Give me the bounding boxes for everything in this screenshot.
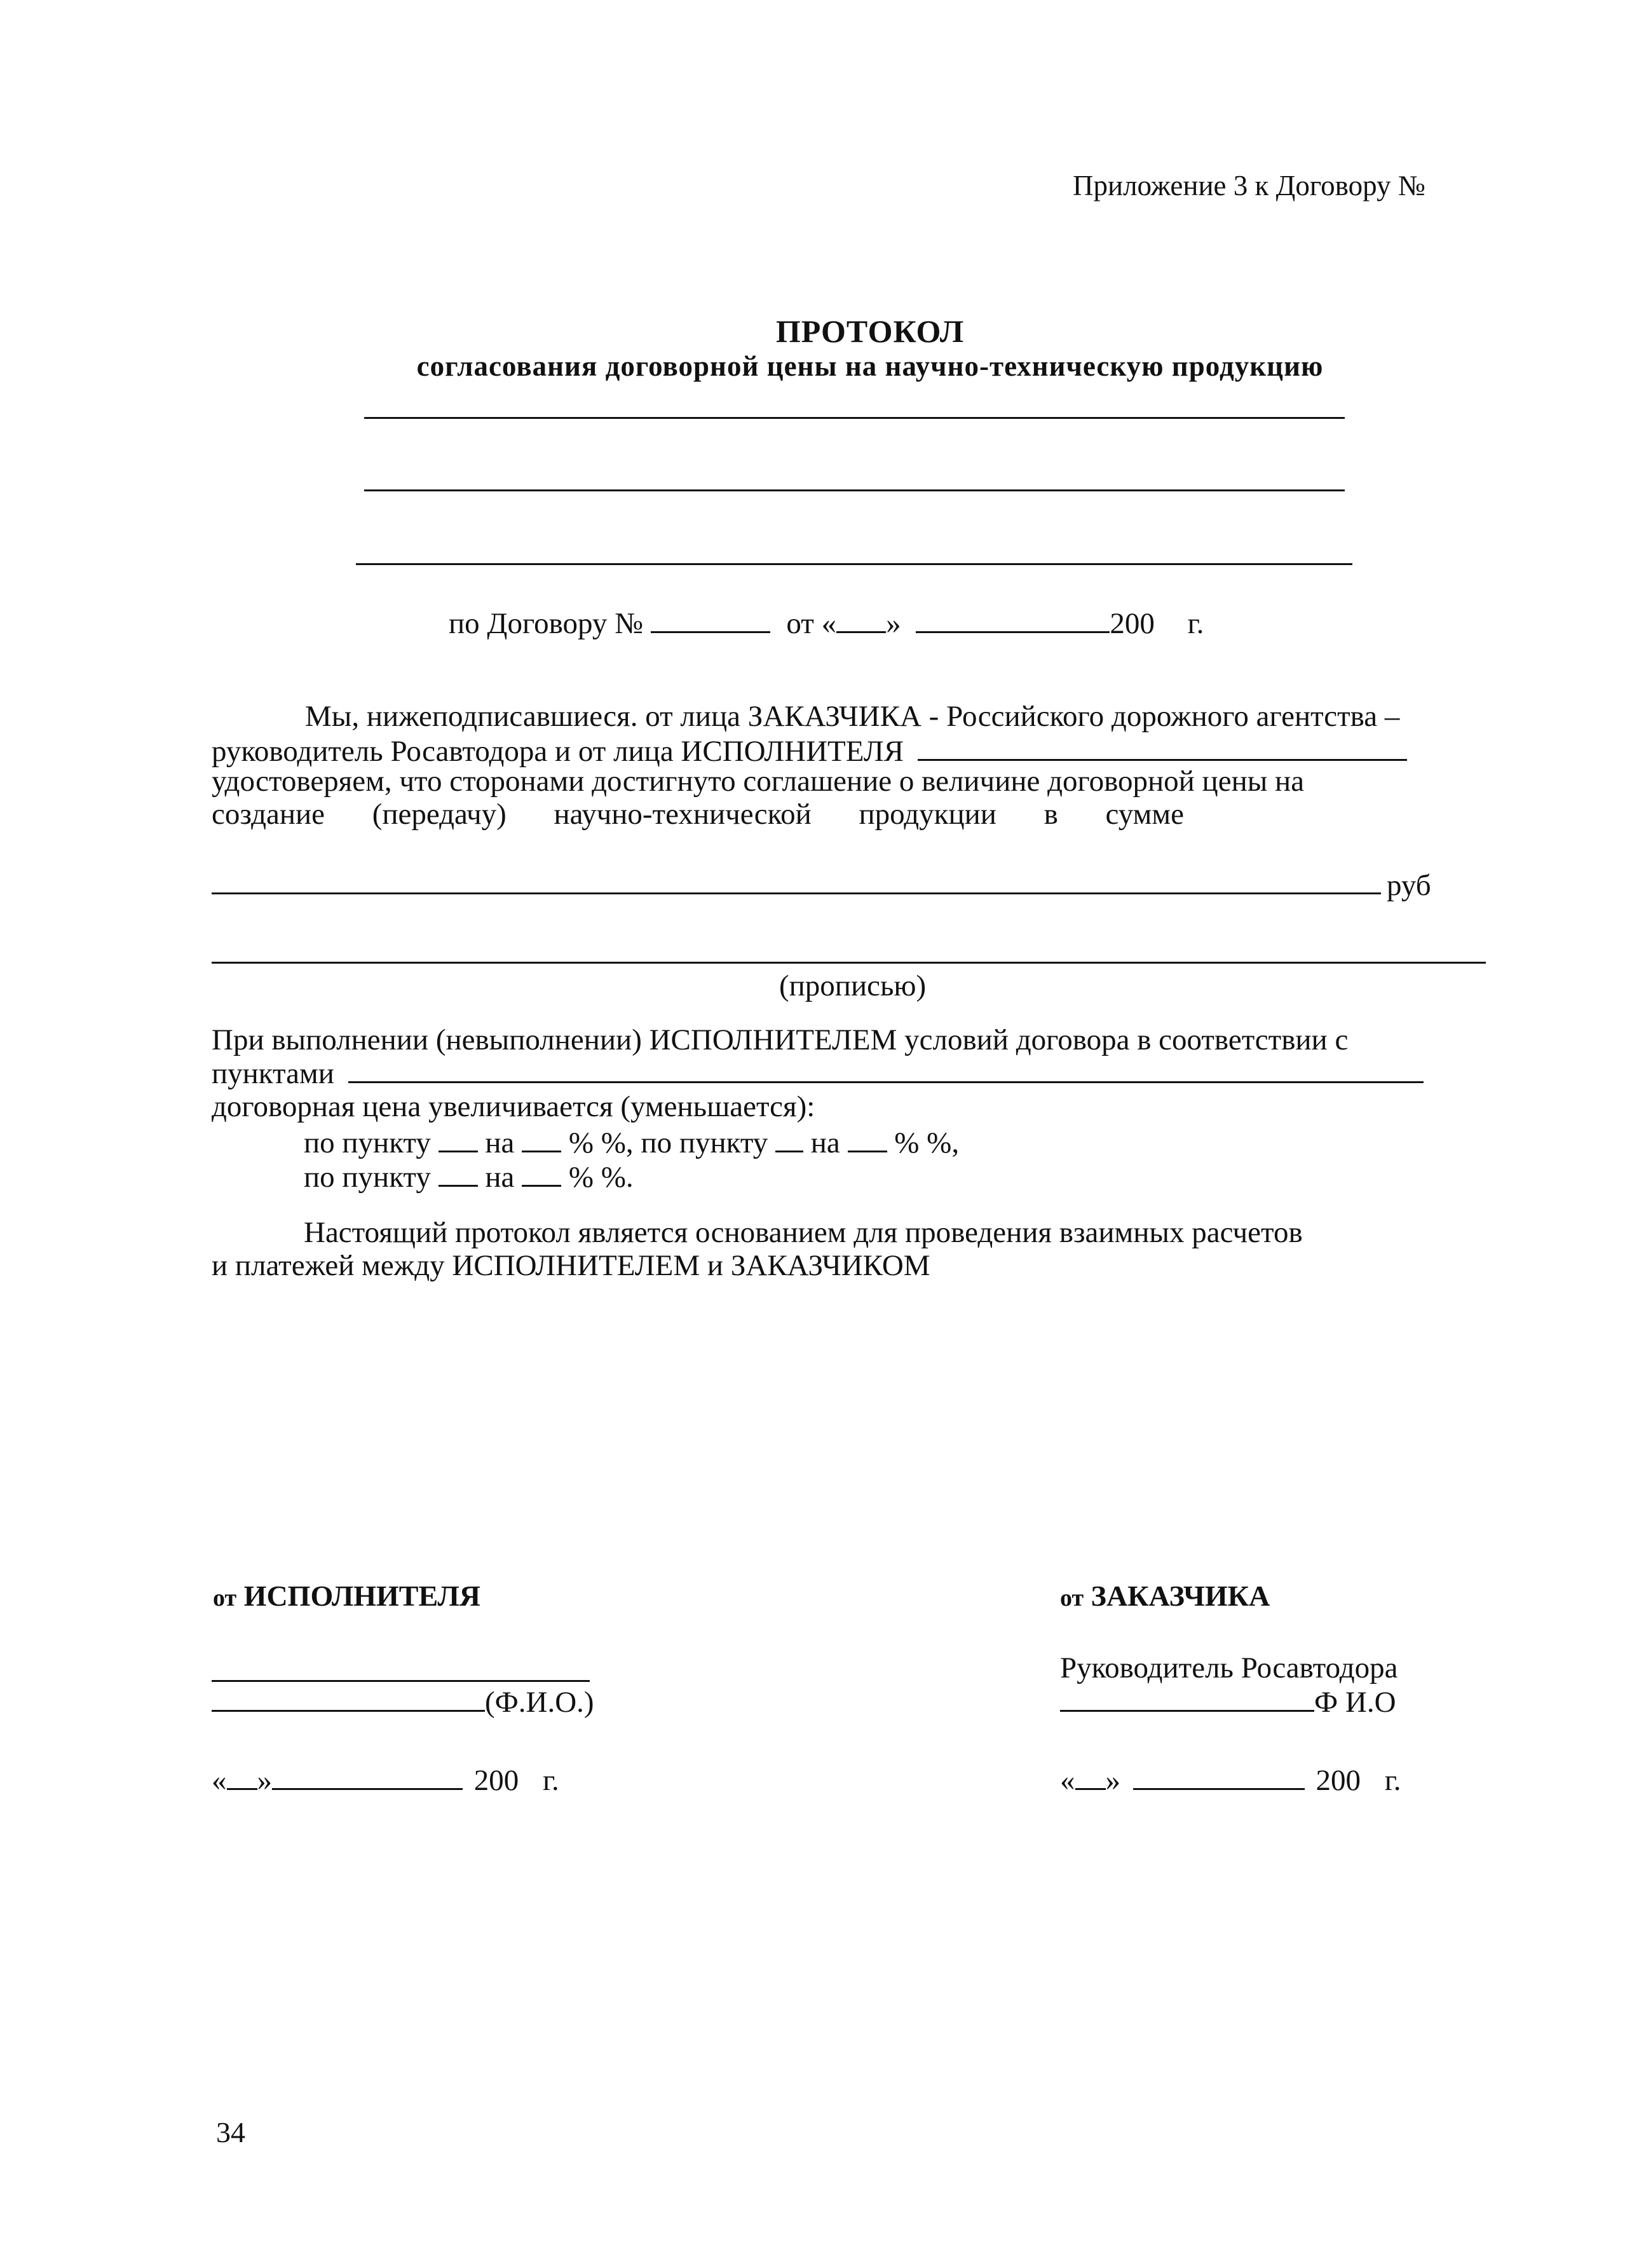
conditions-line-3: договорная цена увеличивается (уменьшается): [212, 1090, 815, 1123]
intro-line-2-text: руководитель Росавтодора и от лица ИСПОЛНИТЕЛЯ [212, 735, 904, 768]
item-1-percent: % %, по пункту [568, 1126, 768, 1159]
executor-signature-line[interactable] [212, 1680, 590, 1682]
executor-heading [213, 1579, 480, 1613]
item-1-by: на [485, 1126, 515, 1159]
currency-label: руб [1387, 869, 1431, 902]
executor-heading-prefix: от [213, 1585, 237, 1611]
item-1-percent-blank[interactable] [522, 1126, 561, 1152]
contract-from: от « [786, 607, 837, 640]
closing-line-2: и платежей между ИСПОЛНИТЕЛЕМ и ЗАКАЗЧИКОМ [212, 1249, 930, 1282]
conditions-line-2 [212, 1057, 1424, 1089]
conditions-line-1: При выполнении (невыполнении) ИСПОЛНИТЕЛЕМ условий договора в соответствии с [212, 1023, 1349, 1056]
closing-line-1: Настоящий протокол является основанием для проведения взаимных расчетов [304, 1216, 1303, 1249]
customer-heading-text: ЗАКАЗЧИКА [1091, 1580, 1270, 1612]
item-3-by: на [485, 1161, 515, 1194]
intro-word-3: научно-технической [554, 798, 812, 831]
document-title: ПРОТОКОЛ [775, 313, 965, 349]
conditions-points-blank[interactable] [348, 1057, 1424, 1083]
contract-month-blank[interactable] [916, 607, 1110, 633]
intro-line-1: Мы, нижеподписавшиеся. от лица ЗАКАЗЧИКА - Российского дорожного агентства – [305, 700, 1400, 733]
intro-word-4: продукции [859, 798, 996, 831]
customer-position: Руководитель Росавтодора [1060, 1651, 1398, 1684]
in-words-caption: (прописью) [779, 969, 927, 1002]
executor-month-blank[interactable] [272, 1764, 463, 1790]
item-3-percent: % %. [568, 1161, 634, 1194]
contract-reference-line [449, 607, 1204, 639]
item-3-percent-blank[interactable] [522, 1161, 561, 1187]
contract-day-blank[interactable] [836, 607, 886, 633]
contract-year-suffix: г. [1187, 607, 1204, 640]
appendix-reference: Приложение 3 к Договору № [1073, 170, 1425, 202]
executor-year: 200 [473, 1764, 519, 1797]
executor-day-blank[interactable] [227, 1764, 257, 1790]
customer-heading [1060, 1579, 1270, 1613]
subject-blank-line-2[interactable] [364, 489, 1345, 491]
contract-year: 200 [1110, 607, 1155, 640]
intro-line-3: удостоверяем, что сторонами достигнуто соглашение о величине договорной цены на [212, 765, 1305, 798]
intro-word-2: (передачу) [372, 798, 507, 831]
contract-prefix: по Договору № [449, 607, 643, 640]
conditions-points-label: пунктами [212, 1057, 334, 1090]
intro-word-6: сумме [1105, 798, 1184, 831]
intro-line-4 [212, 800, 1184, 830]
sum-blank-line[interactable] [212, 892, 1381, 894]
item-3-point-blank[interactable] [439, 1161, 478, 1187]
item-1-label: по пункту [304, 1126, 431, 1159]
customer-fio-label: Ф И.О [1314, 1686, 1396, 1719]
intro-word-5: в [1044, 798, 1058, 831]
customer-month-blank[interactable] [1133, 1764, 1305, 1790]
conditions-item-line-1 [304, 1126, 959, 1158]
intro-word-1: создание [212, 798, 325, 831]
item-2-percent: % %, [894, 1126, 960, 1159]
subject-blank-line-1[interactable] [364, 417, 1345, 419]
contract-number-blank[interactable] [651, 607, 770, 633]
document-subtitle: согласования договорной цены на научно-техническую продукцию [416, 350, 1324, 382]
customer-heading-prefix: от [1060, 1585, 1084, 1611]
executor-fio-blank[interactable] [212, 1686, 485, 1712]
subject-blank-line-3[interactable] [356, 563, 1352, 565]
customer-year-suffix: г. [1384, 1764, 1401, 1797]
executor-year-suffix: г. [543, 1764, 559, 1797]
customer-name-line [1060, 1686, 1396, 1718]
conditions-item-line-2 [304, 1161, 634, 1192]
item-1-point-blank[interactable] [439, 1126, 478, 1152]
item-2-point-blank[interactable] [775, 1126, 803, 1152]
item-2-percent-blank[interactable] [848, 1126, 887, 1152]
executor-name-line [212, 1686, 594, 1718]
sum-in-words-blank-line[interactable] [212, 962, 1486, 964]
customer-date-open: « [1060, 1764, 1075, 1797]
executor-heading-text: ИСПОЛНИТЕЛЯ [243, 1580, 481, 1612]
item-3-label: по пункту [304, 1161, 431, 1194]
customer-day-blank[interactable] [1075, 1764, 1106, 1790]
customer-date-line [1060, 1764, 1401, 1796]
customer-year: 200 [1316, 1764, 1361, 1797]
intro-line-2 [212, 735, 1407, 767]
executor-date-open: « [212, 1764, 227, 1797]
executor-date-line [212, 1764, 559, 1796]
customer-date-close: » [1105, 1764, 1120, 1797]
executor-fio-label: (Ф.И.О.) [485, 1686, 594, 1719]
executor-name-blank[interactable] [918, 735, 1407, 761]
customer-fio-blank[interactable] [1060, 1686, 1314, 1712]
item-2-by: на [810, 1126, 840, 1159]
page-number: 34 [216, 2116, 245, 2148]
executor-date-close: » [257, 1764, 272, 1797]
contract-close-quote: » [886, 607, 901, 640]
